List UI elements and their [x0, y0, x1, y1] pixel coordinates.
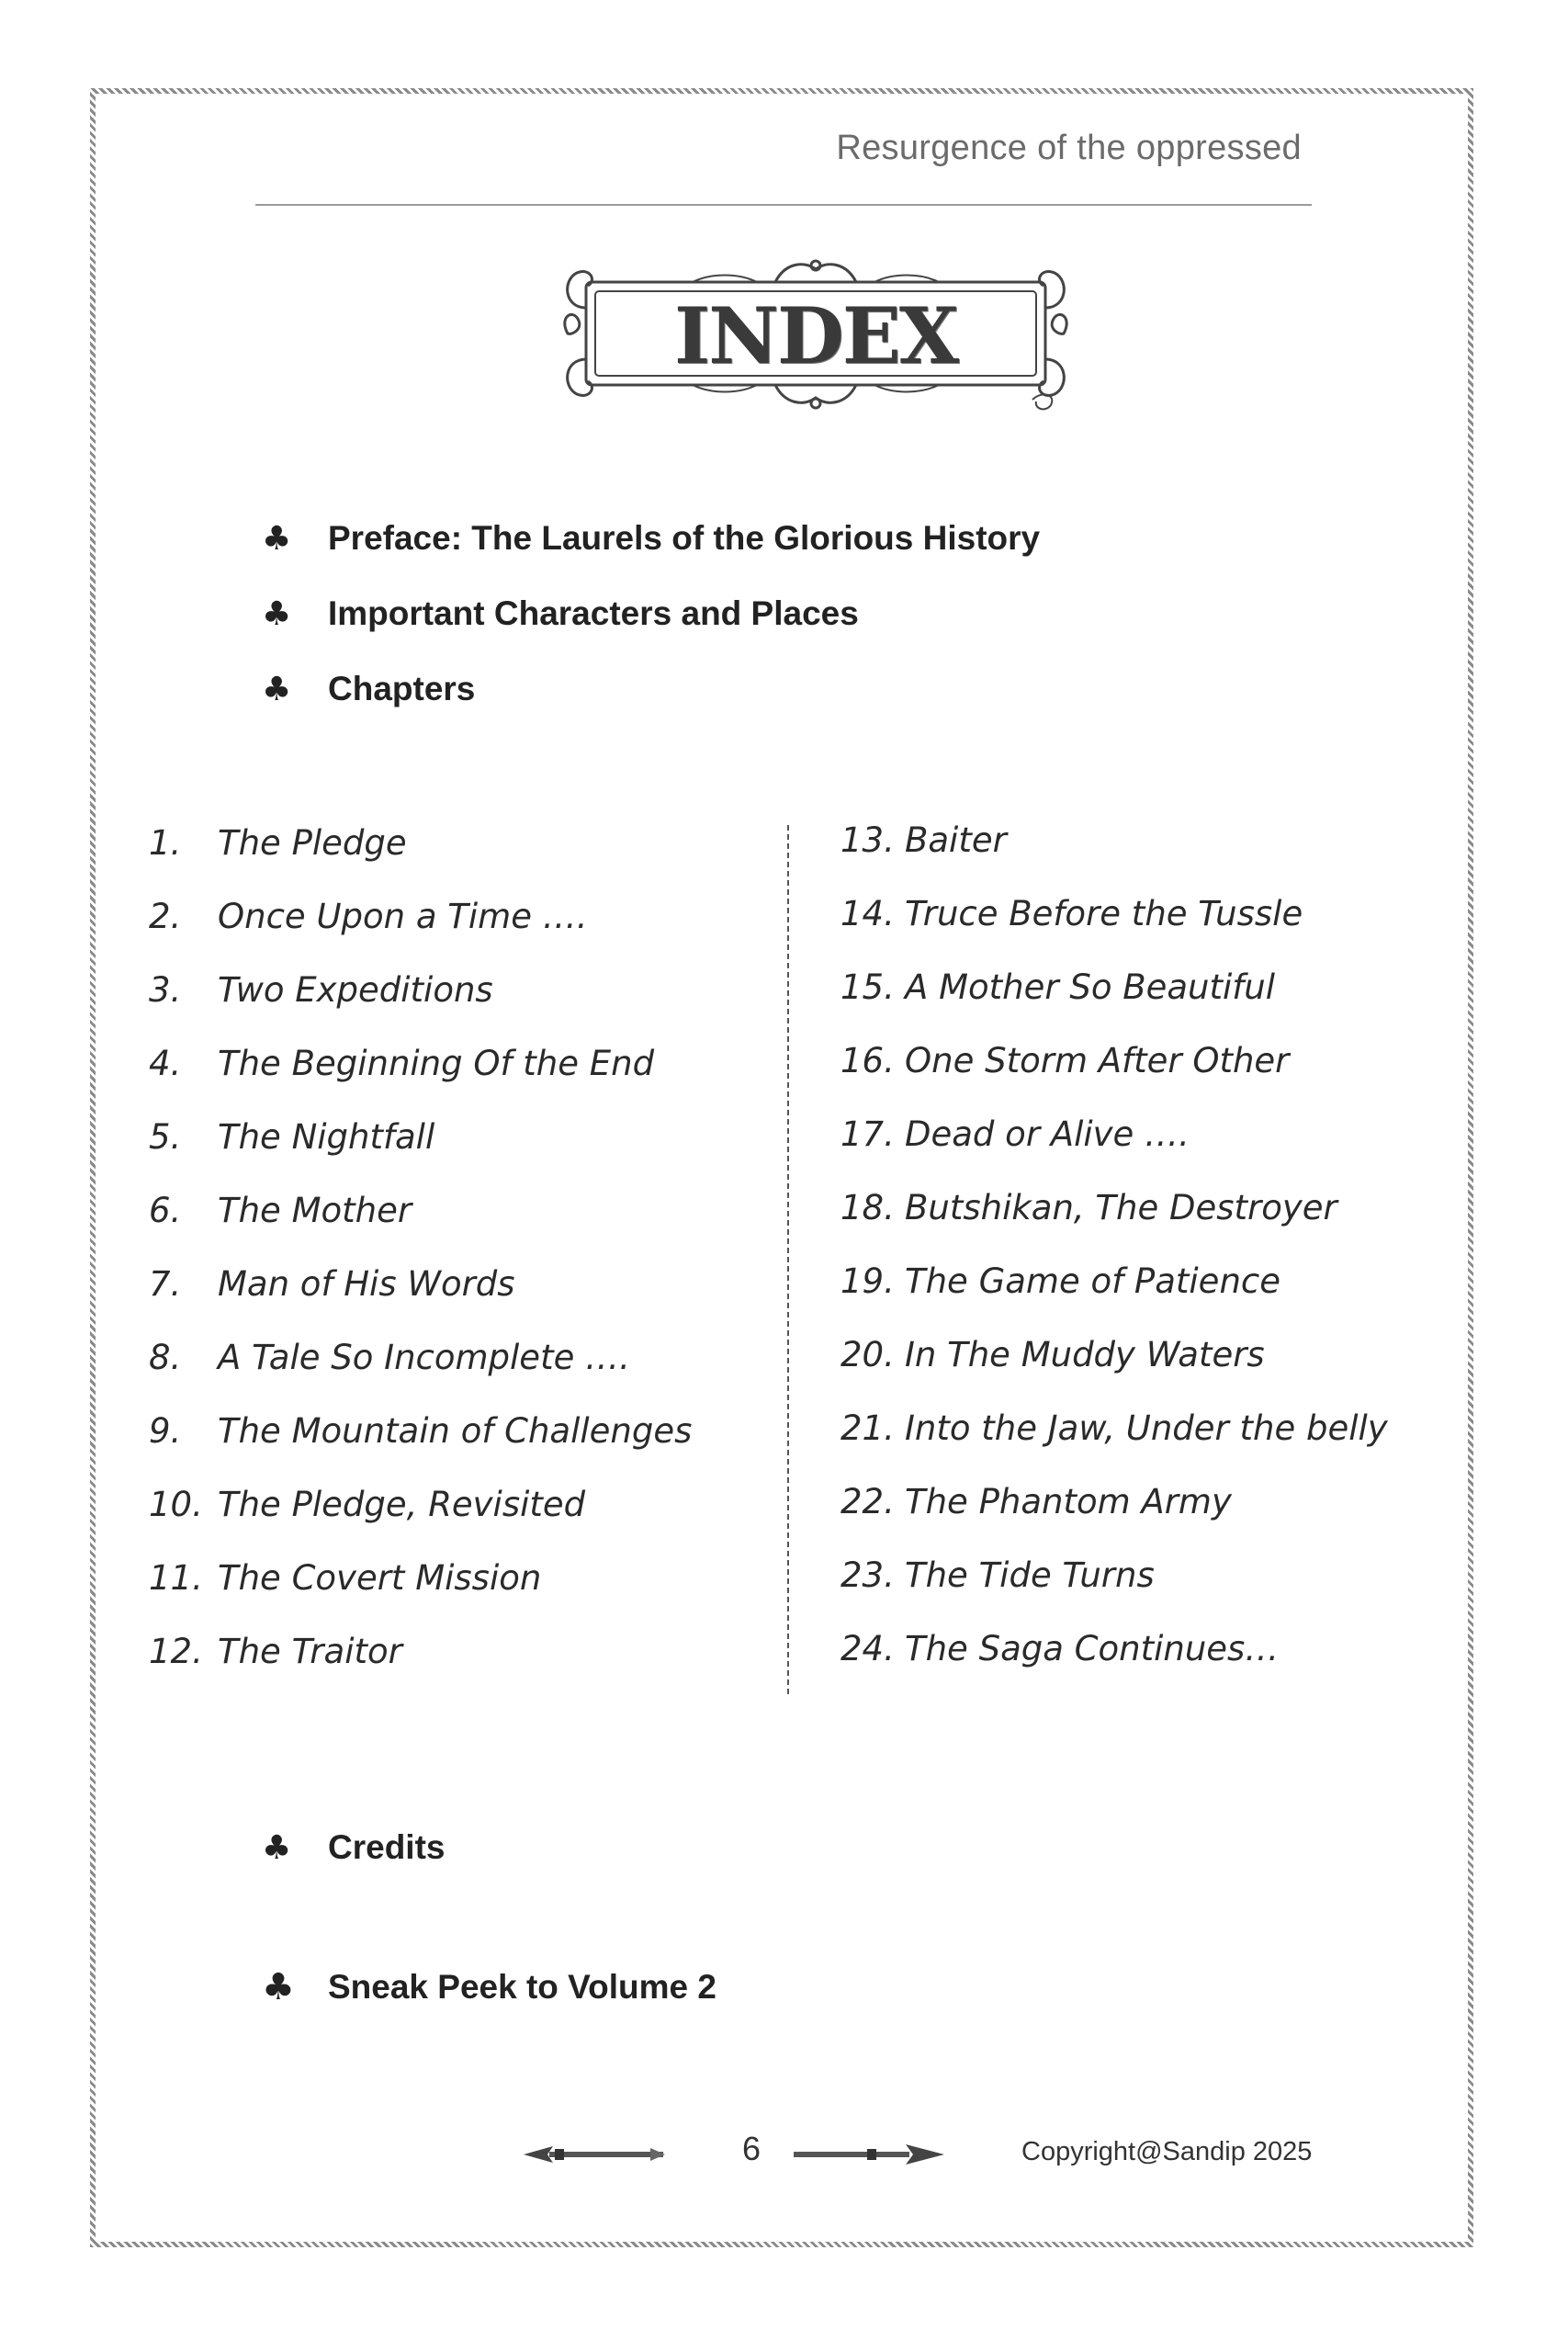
chapter-title: Butshikan, The Destroyer [905, 1187, 1337, 1227]
club-suit-icon: ♣ [262, 519, 292, 558]
chapter-title: The Pledge, Revisited [218, 1484, 586, 1524]
chapter-number: 6. [149, 1190, 182, 1230]
chapter-number: 24. [840, 1628, 895, 1668]
chapter-number: 10. [149, 1484, 203, 1524]
chapter-item[interactable] [840, 876, 1388, 950]
page-number: 6 [742, 2130, 761, 2167]
list-item-label: Important Characters and Places [328, 594, 859, 632]
list-item-label: Preface: The Laurels of the Glorious History [328, 519, 1041, 557]
chapter-title: A Tale So Incomplete …. [218, 1337, 630, 1377]
club-suit-icon: ♣ [262, 1966, 295, 2008]
chapter-title: Into the Jaw, Under the belly [905, 1408, 1388, 1448]
front-matter-list [262, 501, 1040, 727]
chapter-title: The Phantom Army [905, 1481, 1232, 1521]
chapter-item[interactable] [840, 1391, 1388, 1464]
chapter-title: The Mother [218, 1190, 412, 1230]
chapter-number: 16. [840, 1040, 895, 1080]
chapter-title: The Covert Mission [218, 1557, 542, 1598]
arrow-right-icon [792, 2141, 946, 2168]
chapter-title: The Saga Continues… [905, 1628, 1280, 1668]
chapter-title: The Game of Patience [905, 1261, 1281, 1301]
club-suit-icon: ♣ [262, 594, 292, 633]
list-item[interactable] [262, 1950, 716, 2025]
chapter-number: 19. [840, 1261, 895, 1301]
chapter-title: One Storm After Other [905, 1040, 1290, 1080]
chapter-item[interactable] [840, 1464, 1388, 1538]
chapter-title: The Traitor [218, 1631, 402, 1671]
chapter-item[interactable] [149, 1026, 692, 1100]
list-item[interactable] [262, 1810, 445, 1885]
chapter-item[interactable] [840, 1097, 1388, 1170]
chapter-number: 23. [840, 1555, 895, 1595]
chapter-title: The Pledge [218, 822, 407, 863]
chapter-title: Truce Before the Tussle [905, 893, 1303, 933]
club-suit-icon: ♣ [262, 1828, 292, 1867]
chapter-number: 22. [840, 1481, 895, 1521]
arrow-left-icon [522, 2141, 667, 2168]
chapter-item[interactable] [840, 1023, 1388, 1097]
chapter-item[interactable] [149, 806, 692, 879]
page-footer [0, 2122, 1568, 2196]
chapter-number: 4. [149, 1043, 182, 1083]
chapter-item[interactable] [840, 1538, 1388, 1611]
chapter-item[interactable] [840, 1170, 1388, 1244]
chapter-number: 5. [149, 1116, 182, 1157]
chapter-item[interactable] [149, 1173, 692, 1247]
column-divider [787, 825, 789, 1694]
chapter-number: 7. [149, 1263, 182, 1304]
back-matter-list-2 [262, 1950, 716, 2025]
chapter-title: The Mountain of Challenges [218, 1410, 693, 1451]
index-banner [555, 253, 1077, 418]
chapter-item[interactable] [149, 1541, 692, 1614]
chapter-item[interactable] [149, 1394, 692, 1467]
list-item-label: Chapters [328, 670, 476, 707]
chapter-item[interactable] [149, 1320, 692, 1394]
chapter-title: In The Muddy Waters [905, 1334, 1265, 1374]
chapter-item[interactable] [840, 1317, 1388, 1391]
list-item-label: Sneak Peek to Volume 2 [328, 1968, 716, 2006]
chapter-number: 13. [840, 820, 895, 860]
list-item-label: Credits [328, 1828, 446, 1866]
running-title: Resurgence of the oppressed [836, 129, 1302, 167]
chapter-number: 2. [149, 896, 182, 936]
club-suit-icon: ♣ [262, 670, 292, 708]
chapter-item[interactable] [149, 953, 692, 1026]
chapter-item[interactable] [149, 1100, 692, 1173]
chapter-item[interactable] [149, 1614, 692, 1688]
list-item[interactable] [262, 501, 1040, 576]
chapter-title: The Beginning Of the End [218, 1043, 655, 1083]
chapter-title: Two Expeditions [218, 969, 493, 1010]
chapter-item[interactable] [149, 1247, 692, 1320]
chapter-number: 3. [149, 969, 182, 1010]
index-title: INDEX [673, 289, 958, 381]
list-item[interactable] [262, 576, 1040, 651]
list-item[interactable] [262, 651, 1040, 727]
chapter-title: Dead or Alive …. [905, 1114, 1190, 1154]
chapter-number: 12. [149, 1631, 203, 1671]
chapter-item[interactable] [149, 1467, 692, 1541]
back-matter-list [262, 1810, 445, 1885]
chapter-item[interactable] [149, 879, 692, 953]
chapter-number: 15. [840, 967, 895, 1007]
chapter-item[interactable] [840, 1244, 1388, 1317]
chapter-number: 17. [840, 1114, 895, 1154]
chapter-number: 21. [840, 1408, 895, 1448]
chapter-title: Once Upon a Time …. [218, 896, 588, 936]
chapter-number: 18. [840, 1187, 895, 1227]
chapter-item[interactable] [840, 950, 1388, 1023]
chapter-number: 9. [149, 1410, 182, 1451]
chapter-number: 8. [149, 1337, 182, 1377]
chapter-title: Man of His Words [218, 1263, 515, 1304]
chapter-list-right [840, 803, 1388, 1685]
chapter-item[interactable] [840, 803, 1388, 876]
chapter-number: 11. [149, 1557, 203, 1598]
copyright-text: Copyright@Sandip 2025 [1021, 2137, 1313, 2166]
chapter-title: Baiter [905, 820, 1007, 860]
chapter-number: 20. [840, 1334, 895, 1374]
chapter-title: A Mother So Beautiful [905, 967, 1276, 1007]
chapter-title: The Nightfall [218, 1116, 435, 1157]
chapter-number: 1. [149, 822, 182, 863]
chapter-title: The Tide Turns [905, 1555, 1155, 1595]
header-rule [255, 204, 1312, 206]
chapter-item[interactable] [840, 1611, 1388, 1685]
chapter-number: 14. [840, 893, 895, 933]
chapter-list-left [149, 806, 692, 1688]
